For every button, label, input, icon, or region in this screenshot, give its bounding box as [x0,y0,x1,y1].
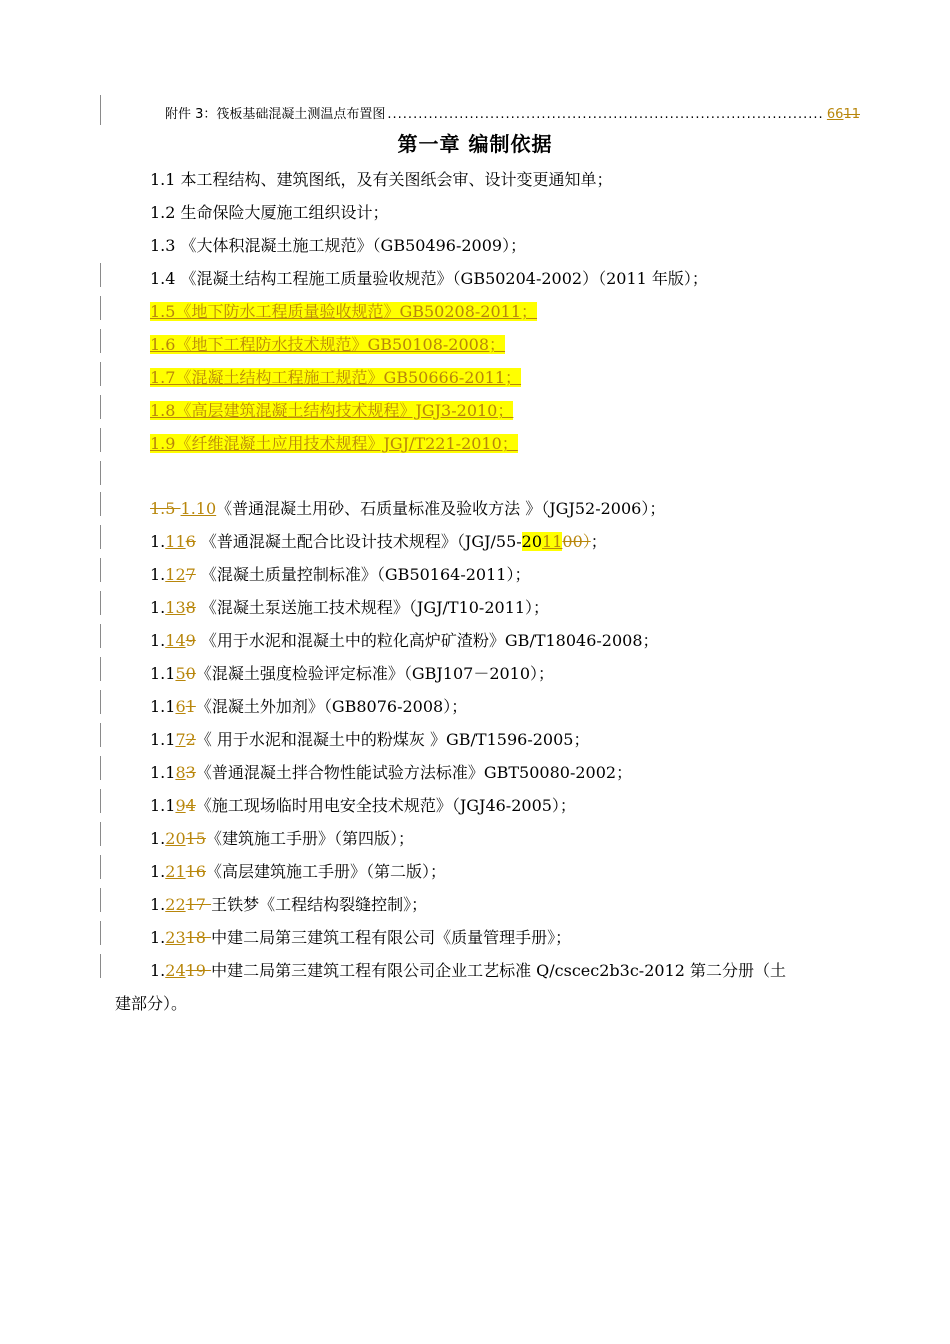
item-prefix: 1.1 [150,796,176,815]
change-bar [100,558,101,582]
item-prefix: 1. [150,862,166,881]
item-prefix: 1. [150,631,166,650]
change-bar [100,591,101,615]
list-item-inserted [150,299,537,322]
inserted-text: 9 [175,796,186,815]
list-item [150,727,589,750]
change-bar [100,888,101,912]
item-prefix: 1. [150,598,166,617]
toc-label: 附件 3：筏板基础混凝土测温点布置图 [165,107,386,122]
highlight: 20 [521,532,543,551]
change-bar [100,624,101,648]
list-item-inserted [150,431,518,454]
inserted-text: 24 [165,961,186,980]
deleted-text: 18 [185,928,212,947]
inserted-text: 5 [175,664,186,683]
list-item [150,958,786,981]
item-prefix: 1. [150,829,166,848]
item-text: 中建二局第三建筑工程有限公司企业工艺标准 Q/cscec2b3c-2012 第二分册（土 [211,961,787,980]
inserted-text: 8 [175,763,186,782]
item-prefix: 1.1 [150,763,176,782]
change-bar [100,95,101,125]
change-bar [100,395,101,419]
item-text: 《用于水泥和混凝土中的粒化高炉矿渣粉》GB/T18046-2008； [195,631,659,650]
deleted-text: 8 [185,598,196,617]
item-text: 《普通混凝土用砂、石质量标准及验收方法 》（JGJ52-2006）； [216,499,666,518]
item-end: ； [590,532,607,551]
list-item-inserted [150,398,513,421]
change-bar [100,690,101,714]
list-item [150,826,414,849]
inserted-text: 22 [165,895,186,914]
change-bar [100,263,101,287]
toc-page-deleted: 11 [843,107,860,122]
change-bar [100,855,101,879]
list-item [150,760,632,783]
item-text: 《普通混凝土拌合物性能试验方法标准》GBT50080-2002； [195,763,633,782]
change-bar [100,954,101,978]
highlight: 1.8《高层建筑混凝土结构技术规程》JGJ3-2010； [150,401,514,420]
highlight: 1.6《地下工程防水技术规范》GB50108-2008； [150,335,506,354]
change-bar [100,921,101,945]
inserted-text: 21 [165,862,186,881]
change-bar [100,657,101,681]
item-prefix: 1. [150,565,166,584]
inserted-text: 13 [165,598,186,617]
item-text: 王铁梦《工程结构裂缝控制》； [211,895,428,914]
inserted-text: 11 [165,532,186,551]
item-text: 《施工现场临时用电安全技术规范》（JGJ46-2005）； [195,796,576,815]
deleted-text: 1 [185,697,196,716]
deleted-text: 9 [185,631,196,650]
item-text: 《高层建筑施工手册》（第二版）； [205,862,446,881]
item-text: 《混凝土外加剂》（GB8076-2008）； [195,697,468,716]
list-item-inserted [150,365,521,388]
list-item: 1.1 本工程结构、建筑图纸，及有关图纸会审、设计变更通知单； [150,170,613,189]
change-bar [100,329,101,353]
change-bar [100,296,101,320]
change-bar [100,461,101,485]
item-prefix: 1. [150,928,166,947]
item-text: 《普通混凝土配合比设计技术规程》（JGJ/55- [195,532,522,551]
inserted-text: 6 [175,697,186,716]
item-prefix: 1. [150,895,166,914]
inserted-text: 1.10 [180,499,217,518]
item-prefix: 1.1 [150,664,176,683]
item-text: 《建筑施工手册》（第四版）； [205,829,414,848]
deleted-text: 3 [185,763,196,782]
list-item [150,496,665,519]
item-prefix: 1.1 [150,730,176,749]
item-prefix: 1. [150,961,166,980]
change-bar [100,723,101,747]
list-item-continuation: 建部分）。 [115,994,188,1013]
inserted-text: 23 [165,928,186,947]
change-bar [100,492,101,516]
chapter-title: 第一章 编制依据 [397,132,553,156]
inserted-text: 11 [542,532,563,551]
list-item: 1.4 《混凝土结构工程施工质量验收规范》（GB50204-2002）（2011 年版）； [150,269,708,288]
list-item [150,925,571,948]
deleted-text: 6 [185,532,196,551]
item-text: 《 用于水泥和混凝土中的粉煤灰 》GB/T1596-2005； [195,730,590,749]
highlight: 1.9《纤维混凝土应用技术规程》JGJ/T221-2010； [150,434,518,453]
list-item [150,859,446,882]
deleted-text: 16 [185,862,206,881]
list-item-inserted [150,332,505,355]
inserted-text: 20 [165,829,186,848]
list-item [150,892,427,915]
list-item [150,595,549,618]
change-bar [100,525,101,549]
list-item: 1.3 《大体积混凝土施工规范》（GB50496-2009）； [150,236,527,255]
deleted-text: 00） [562,532,591,551]
deleted-text: 2 [185,730,196,749]
list-item [150,529,607,552]
list-item [150,628,659,651]
item-text: 《混凝土质量控制标准》（GB50164-2011）； [195,565,531,584]
list-item [150,694,467,717]
item-text: 《混凝土强度检验评定标准》（GBJ107－2010）； [195,664,555,683]
list-item: 1.2 生命保险大厦施工组织设计； [150,203,389,222]
change-bar [100,428,101,452]
deleted-text: 15 [185,829,206,848]
inserted-text: 7 [175,730,186,749]
deleted-text: 17 [185,895,212,914]
change-bar [100,756,101,780]
list-item [150,562,530,585]
deleted-text: 4 [185,796,196,815]
deleted-text: 19 [185,961,212,980]
toc-entry[interactable] [165,103,860,122]
list-item [150,661,554,684]
item-text: 《混凝土泵送施工技术规程》（JGJ/T10-2011）； [195,598,550,617]
highlight: 1.5《地下防水工程质量验收规范》GB50208-2011； [150,302,538,321]
deleted-text: 1.5 [150,499,181,518]
list-item [150,793,576,816]
highlight: 1.7《混凝土结构工程施工规范》GB50666-2011； [150,368,522,387]
item-text: 中建二局第三建筑工程有限公司《质量管理手册》； [211,928,572,947]
change-bar [100,822,101,846]
change-bar [100,362,101,386]
inserted-text: 12 [165,565,186,584]
change-bar [100,789,101,813]
deleted-text: 7 [185,565,196,584]
item-prefix: 1. [150,532,166,551]
toc-leader [387,107,825,122]
deleted-text: 0 [185,664,196,683]
item-prefix: 1.1 [150,697,176,716]
inserted-text: 14 [165,631,186,650]
toc-page-inserted: 66 [826,107,844,122]
